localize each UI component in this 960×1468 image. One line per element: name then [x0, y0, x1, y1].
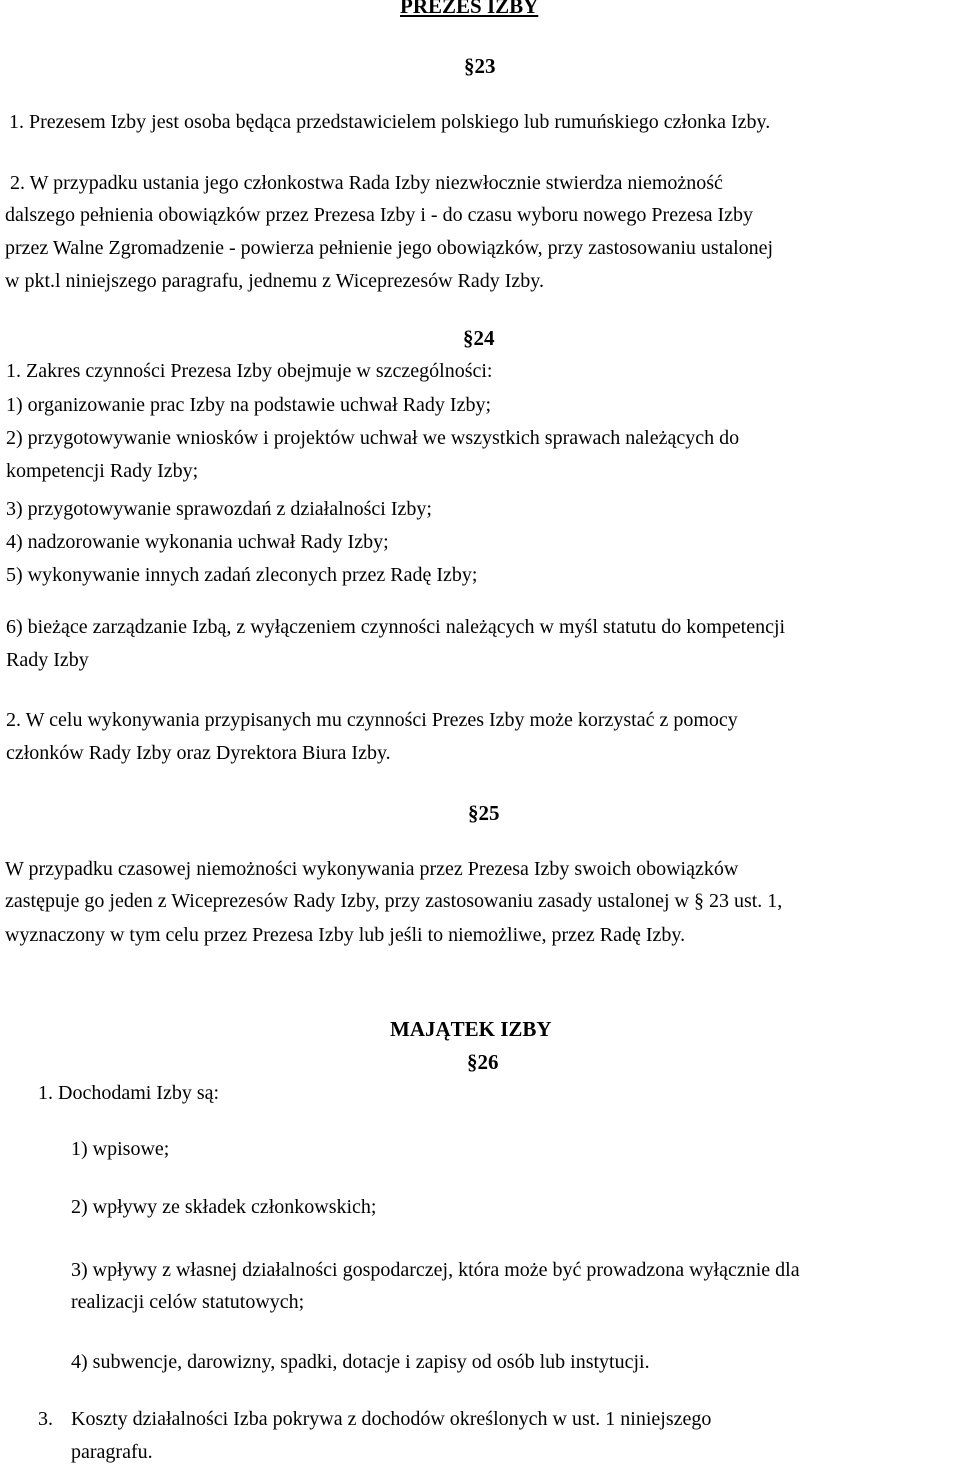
list-item: realizacji celów statutowych; [71, 1291, 305, 1313]
paragraph-26-point-3-number: 3. [38, 1408, 53, 1430]
list-item: 4) subwencje, darowizny, spadki, dotacje i zapisy od osób lub instytucji. [71, 1351, 650, 1373]
list-item: 2) wpływy ze składek członkowskich; [71, 1196, 377, 1218]
paragraph-25-line: wyznaczony w tym celu przez Prezesa Izby lub jeśli to niemożliwe, przez Radę Izby. [5, 924, 686, 946]
paragraph-24-point-2-line: 2. W celu wykonywania przypisanych mu czynności Prezes Izby może korzystać z pomocy [6, 709, 738, 731]
paragraph-23-point-2-line: 2. W przypadku ustania jego członkostwa Rada Izby niezwłocznie stwierdza niemożność [10, 172, 723, 194]
section-title-prezes: PREZES IZBY [400, 0, 539, 18]
paragraph-23-point-2-line: przez Walne Zgromadzenie - powierza pełnienie jego obowiązków, przy zastosowaniu ustalonej [5, 237, 774, 259]
list-item: 3) przygotowywanie sprawozdań z działalności Izby; [6, 498, 432, 520]
list-item: 2) przygotowywanie wniosków i projektów uchwał we wszystkich sprawach należących do [6, 427, 740, 449]
paragraph-number-25: §25 [468, 801, 500, 825]
list-item: 6) bieżące zarządzanie Izbą, z wyłączeniem czynności należących w myśl statutu do kompetencji [6, 616, 786, 638]
paragraph-24-intro: 1. Zakres czynności Prezesa Izby obejmuje w szczególności: [6, 360, 493, 382]
paragraph-26-point-3-line: paragrafu. [71, 1441, 153, 1463]
paragraph-25-line: zastępuje go jeden z Wiceprezesów Rady Izby, przy zastosowaniu zasady ustalonej w § 23 ust. 1, [5, 890, 783, 912]
paragraph-number-24: §24 [463, 326, 495, 350]
paragraph-number-26: §26 [467, 1050, 499, 1074]
list-item: Rady Izby [6, 649, 89, 671]
paragraph-26-point-3-line: Koszty działalności Izba pokrywa z dochodów określonych w ust. 1 niniejszego [71, 1408, 712, 1430]
list-item: 1) wpisowe; [71, 1138, 170, 1160]
section-title-majatek: MAJĄTEK IZBY [390, 1017, 552, 1041]
paragraph-24-point-2-line: członków Rady Izby oraz Dyrektora Biura Izby. [6, 742, 391, 764]
paragraph-23-point-1: 1. Prezesem Izby jest osoba będąca przedstawicielem polskiego lub rumuńskiego członka Izby. [9, 111, 771, 133]
list-item: 4) nadzorowanie wykonania uchwał Rady Izby; [6, 531, 389, 553]
list-item: 5) wykonywanie innych zadań zleconych przez Radę Izby; [6, 564, 478, 586]
list-item: 1) organizowanie prac Izby na podstawie uchwał Rady Izby; [6, 394, 492, 416]
paragraph-23-point-2-line: dalszego pełnienia obowiązków przez Prezesa Izby i - do czasu wyboru nowego Prezesa Izby [5, 204, 754, 226]
paragraph-23-point-2-line: w pkt.l niniejszego paragrafu, jednemu z Wiceprezesów Rady Izby. [5, 270, 544, 292]
paragraph-number-23: §23 [464, 54, 496, 78]
paragraph-26-point-1: 1. Dochodami Izby są: [38, 1082, 220, 1104]
paragraph-25-line: W przypadku czasowej niemożności wykonywania przez Prezesa Izby swoich obowiązków [5, 858, 739, 880]
list-item: 3) wpływy z własnej działalności gospodarczej, która może być prowadzona wyłącznie dla [71, 1259, 800, 1281]
list-item: kompetencji Rady Izby; [6, 460, 199, 482]
